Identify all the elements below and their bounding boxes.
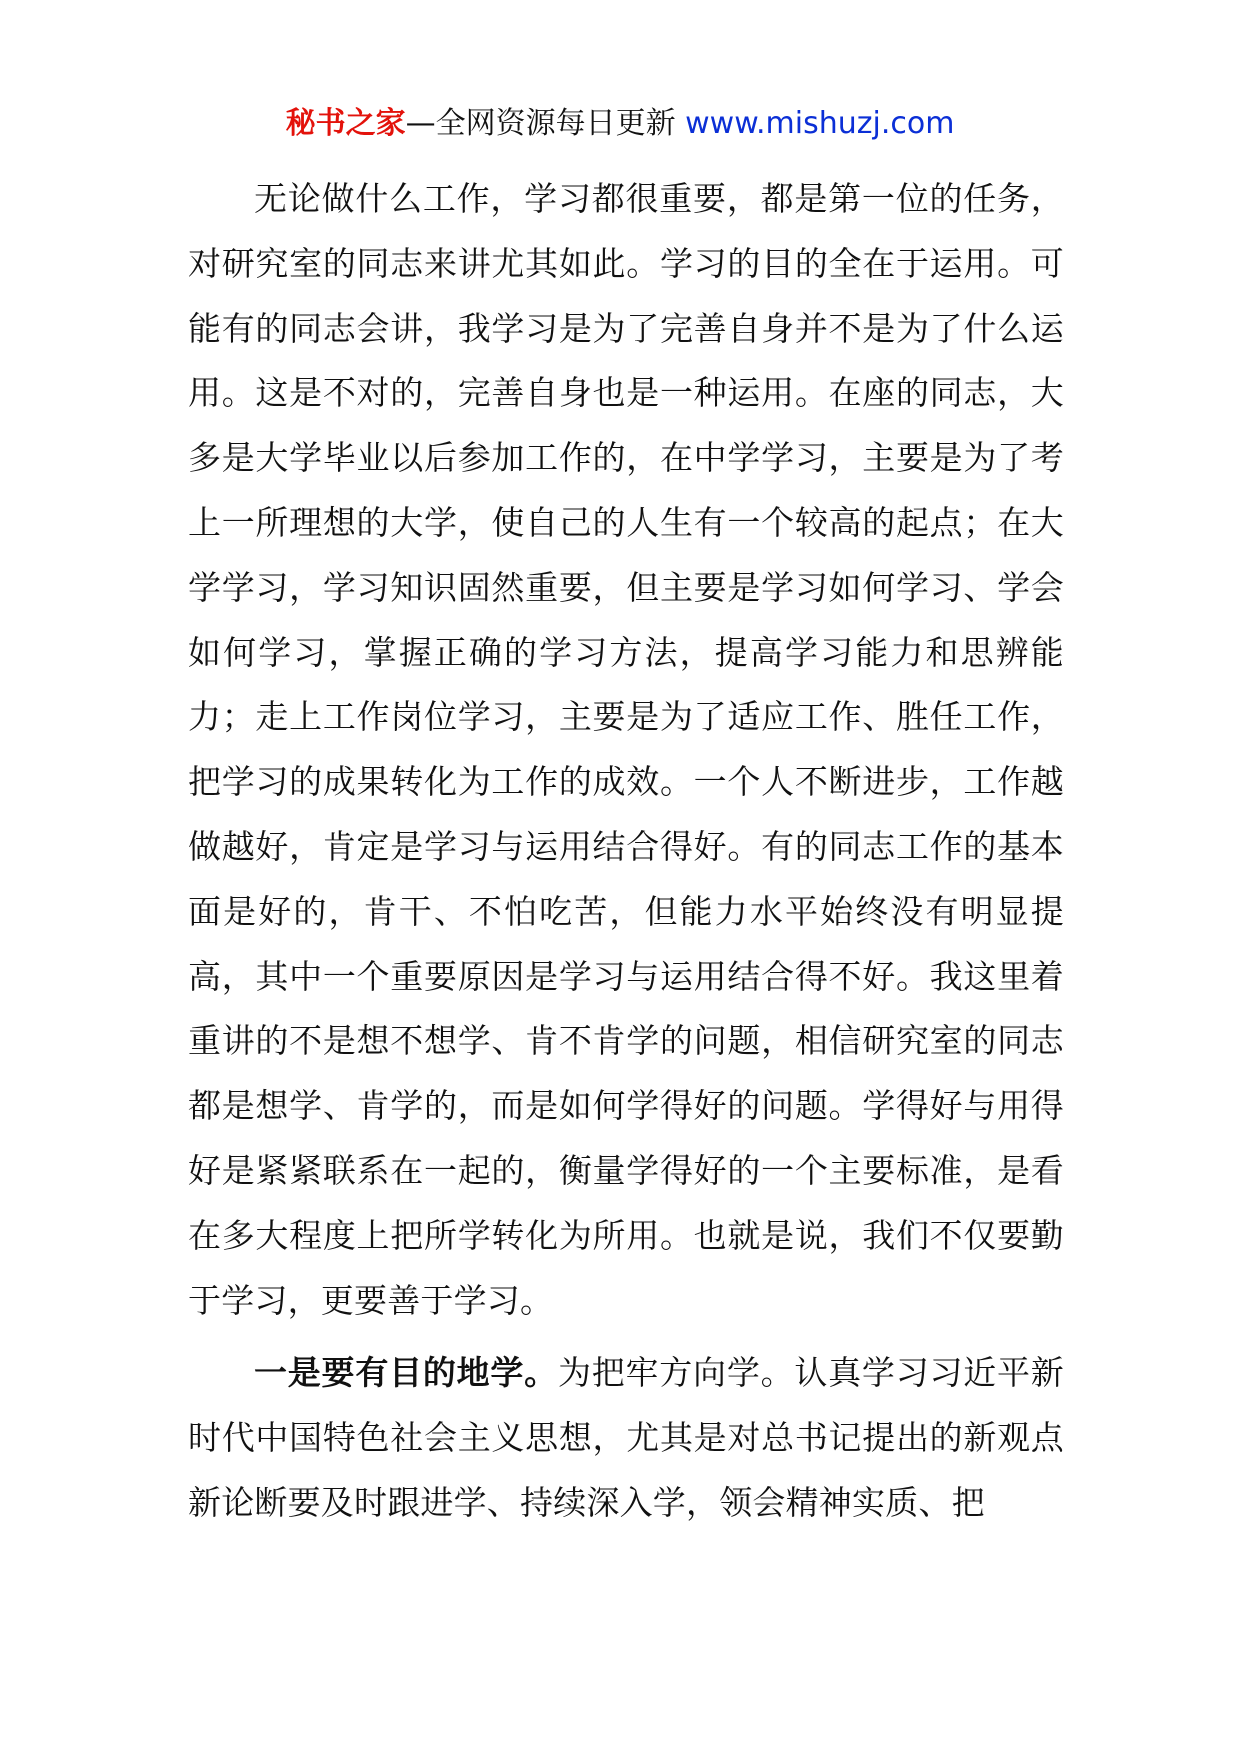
paragraph-1-text: 无论做什么工作，学习都很重要，都是第一位的任务，对研究室的同志来讲尤其如此。学习的目的全在于运用。可能有的同志会讲，我学习是为了完善自身并不是为了什么运用。这是不对的，完善自身也是一种运用。在座的同志，大多是大学毕业以后参加工作的，在中学学习，主要是为了考上一所理想的大学，使自己的人生有一个较高的起点；在大学学习，学习知识固然重要，但主要是学习如何学习、学会如何学习，掌握正确的学习方法，提高学习能力和思辨能力；走上工作岗位学习，主要是为了适应工作、胜任工作，把学习的成果转化为工作的成效。一个人不断进步，工作越做越好，肯定是学习与运用结合得好。有的同志工作的基本面是好的，肯干、不怕吃苦，但能力水平始终没有明显提高，其中一个重要原因是学习与运用结合得不好。我这里着重讲的不是想不想学、肯不肯学的问题，相信研究室的同志都是想学、肯学的，而是如何学得好的问题。学得好与用得好是紧紧联系在一起的，衡量学得好的一个主要标准，是看在多大程度上把所学转化为所用。也就是说，我们不仅要勤于学习，更要善于学习。 xyxy=(188,179,1064,1320)
paragraph-2 xyxy=(188,1341,1064,1535)
website-link[interactable]: www.mishuzj.com xyxy=(685,106,955,141)
brand-name: 秘书之家 xyxy=(285,106,406,141)
paragraph-2-lead: 一是要有目的地学。 xyxy=(254,1353,558,1393)
paragraph-1 xyxy=(188,167,1064,1333)
paragraph-2-text: 为把牢方向学。认真学习习近平新时代中国特色社会主义思想，尤其是对总书记提出的新观点新论断要及时跟进学、持续深入学，领会精神实质、把 xyxy=(188,1353,1064,1522)
header-tagline: —全网资源每日更新 xyxy=(405,106,676,141)
page-header xyxy=(0,101,1240,147)
document-body xyxy=(188,167,1064,1536)
